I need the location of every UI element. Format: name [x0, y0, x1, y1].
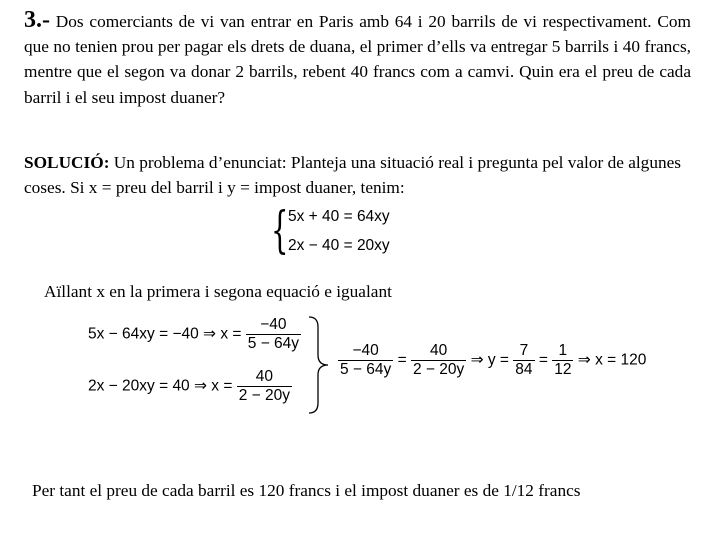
- row1-lhs: 5x − 64xy = −40 ⇒ x =: [88, 325, 242, 343]
- problem-statement: [24, 8, 691, 110]
- derivation-row-2: [88, 368, 292, 405]
- y-denominator: 84: [515, 361, 533, 378]
- equate-numerator-1: −40: [352, 342, 379, 359]
- system-brace: {: [271, 201, 289, 259]
- row2-numerator: 40: [255, 368, 273, 385]
- equate-denominator-2: 2 − 20y: [412, 361, 465, 378]
- derivation-row-1: [88, 316, 301, 353]
- row2-denominator: 2 − 20y: [238, 387, 290, 404]
- row1-denominator: 5 − 64y: [247, 335, 300, 352]
- problem-text: Dos comerciants de vi van entrar en Paris amb 64 i 20 barrils de vi respectivament. Com que no tenien prou per pagar els drets de duana, el primer d’ells va entregar 5 barrils i 40 francs, mentre que el segon va donar 2 barrils, rebent 40 francs com a camvi. Quin era el preu de cada barril i el seu impost duaner?: [24, 12, 691, 107]
- equate-fraction-2: [411, 342, 466, 379]
- step-text: Aïllant x en la primera i segona equació e igualant: [44, 282, 392, 301]
- implies-y: ⇒ y =: [470, 351, 509, 369]
- row1-fraction: [246, 316, 301, 353]
- equating-row: [338, 342, 646, 379]
- equate-numerator-2: 40: [429, 342, 448, 359]
- solution-label: SOLUCIÓ:: [24, 153, 110, 172]
- y-numerator: 7: [519, 342, 529, 359]
- equals-sign-2: =: [538, 351, 548, 369]
- y-fraction: [513, 342, 534, 379]
- problem-number: 3.-: [24, 7, 50, 33]
- row2-fraction: [237, 368, 292, 405]
- row2-lhs: 2x − 20xy = 40 ⇒ x =: [88, 377, 233, 395]
- y-denominator-simplified: 12: [554, 361, 572, 378]
- solution-text: Un problema d’enunciat: Planteja una situació real i pregunta pel valor de algunes coses. Si x = preu del barril i y = impost duaner, tenim:: [24, 153, 681, 197]
- system-equation-1: 5x + 40 = 64xy: [288, 208, 390, 225]
- row1-numerator: −40: [260, 316, 287, 333]
- y-fraction-simplified: [552, 342, 573, 379]
- system-equation-2: 2x − 40 = 20xy: [288, 237, 390, 254]
- derivation-bracket: [306, 315, 332, 415]
- implies-x: ⇒ x = 120: [577, 351, 647, 369]
- equate-denominator-1: 5 − 64y: [340, 361, 392, 378]
- equals-sign-1: =: [397, 351, 407, 369]
- equate-fraction-1: [338, 342, 393, 379]
- y-numerator-simplified: 1: [558, 342, 568, 359]
- solution-intro: [24, 150, 704, 200]
- conclusion-text: Per tant el preu de cada barril es 120 francs i el impost duaner es de 1/12 francs: [32, 481, 581, 500]
